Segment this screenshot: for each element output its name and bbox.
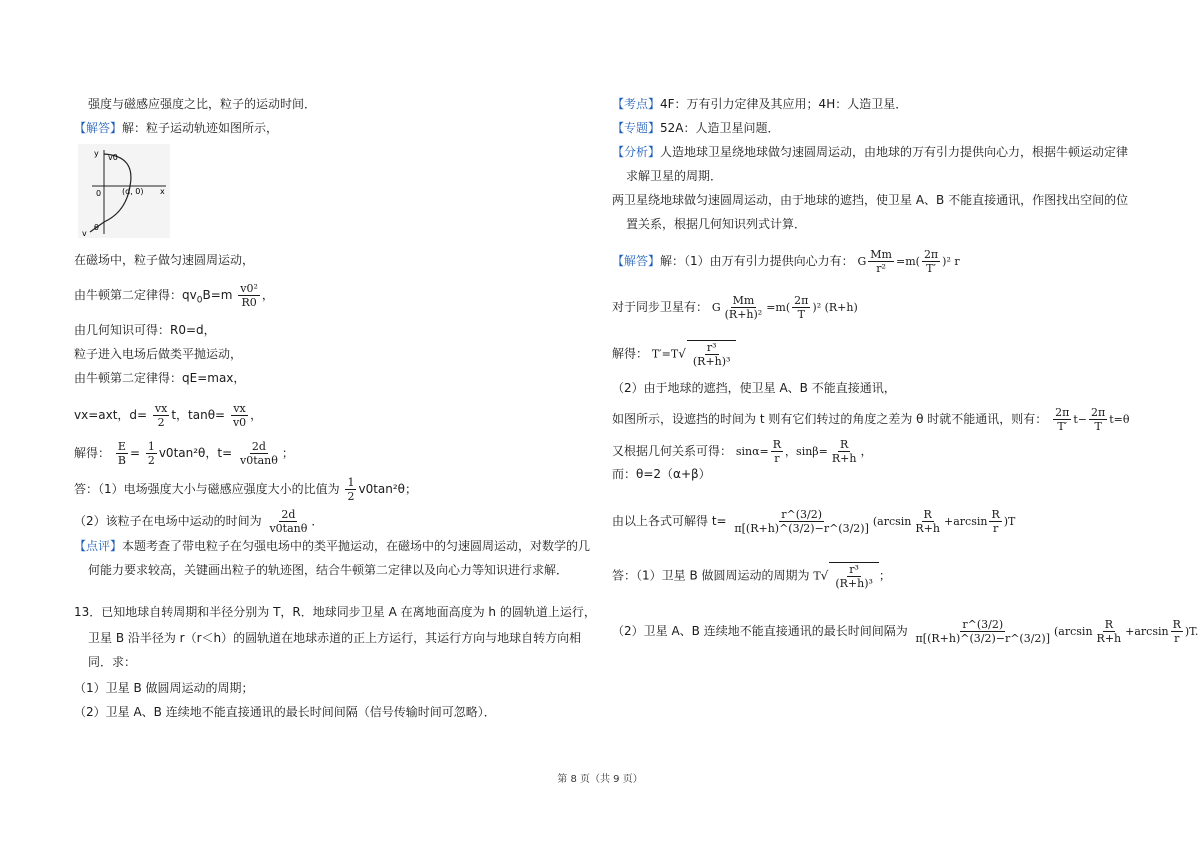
- eq-text: T′=T: [651, 347, 679, 361]
- eq-text: T: [813, 569, 821, 583]
- jieda-line: [612, 248, 960, 275]
- text-line: 强度与磁感应强度之比，粒子的运动时间．: [88, 97, 317, 111]
- fraction: [1095, 618, 1124, 645]
- fraction: [1089, 406, 1107, 433]
- eq-text: ，: [250, 408, 263, 422]
- eq-text: 对于同步卫星有：: [612, 300, 709, 314]
- review-tag: 【点评】: [74, 539, 123, 553]
- frac-den: T: [797, 308, 805, 321]
- eq-text: G: [711, 301, 721, 314]
- frac-den: r: [774, 452, 780, 465]
- eq-text: =m(: [895, 255, 920, 268]
- eq-text: 如图所示，设遮挡的时间为 t 则有它们转过的角度之差为 θ 时就不能通讯，则有：: [612, 412, 1048, 426]
- eq-text: (arcsin: [872, 515, 912, 528]
- frac-num: R: [840, 438, 849, 451]
- equation-line: 解得： T′=T√ $\frac{\text{r³}}{\text{(R+h)³}}$: [612, 340, 736, 368]
- frac-num: r^(3/2): [781, 508, 823, 521]
- frac-num: v0²: [240, 282, 258, 295]
- fraction: [868, 248, 894, 275]
- fraction: [231, 402, 248, 429]
- fenxi-line: [612, 144, 1128, 160]
- review-line: [74, 538, 590, 554]
- eq-text: )T.: [1184, 625, 1199, 638]
- frac-num: 1: [347, 476, 355, 489]
- eq-text: t=θ: [1109, 413, 1130, 426]
- eq-text: ，: [860, 444, 873, 458]
- eq-text: 由牛顿第二定律得：qv: [74, 288, 197, 302]
- eq-text: +arcsin: [1125, 625, 1169, 638]
- answer-line: [74, 120, 278, 136]
- fraction: [691, 341, 733, 368]
- frac-den: r: [1174, 632, 1180, 645]
- eq-text: t，tanθ=: [171, 408, 226, 422]
- equation-line: [612, 406, 1130, 433]
- frac-num: E: [117, 440, 126, 453]
- frac-den: π[(R+h)^(3/2)−r^(3/2)]: [734, 522, 869, 535]
- text-line: 由牛顿第二定律得：qE=max，: [74, 371, 246, 385]
- fraction: [267, 508, 309, 535]
- frac-num: R: [1104, 618, 1113, 631]
- fenxi-line: 置关系，根据几何知识列式计算．: [626, 217, 807, 231]
- frac-den: v0tanθ: [239, 454, 278, 467]
- frac-num: vx: [154, 402, 168, 415]
- answer-line: [74, 508, 323, 535]
- fraction: [792, 294, 810, 321]
- eq-text: 又根据几何关系可得：: [612, 444, 733, 458]
- text-line: 粒子进入电场后做类平抛运动，: [74, 347, 243, 361]
- frac-num: Mm: [732, 294, 755, 307]
- equation-line: [74, 402, 262, 429]
- eq-text: ；: [878, 568, 891, 583]
- frac-num: 2π: [794, 294, 809, 307]
- eq-text: 解得：: [612, 346, 649, 361]
- text-line: 在磁场中，粒子做匀速圆周运动，: [74, 253, 255, 267]
- frac-den: (R+h)²: [724, 308, 763, 321]
- fraction: [922, 248, 940, 275]
- eq-text: B=m: [202, 288, 233, 302]
- fraction: [1171, 618, 1183, 645]
- fraction: [989, 508, 1001, 535]
- eq-text: 答：（1）电场强度大小与磁感应强度大小的比值为: [74, 482, 340, 496]
- page-footer: 第 8 页（共 9 页）: [557, 774, 643, 785]
- question-line: 卫星 B 沿半径为 r（r＜h）的圆轨道在地球赤道的正上方运行，其运行方向与地球自转方向相: [88, 631, 582, 645]
- frac-num: Mm: [870, 248, 892, 261]
- fenxi-line: 两卫星绕地球做匀速圆周运动，由于地球的遮挡，使卫星 A、B 不能直接通讯，作图找出空间的位: [612, 193, 1129, 207]
- frac-den: R+h: [915, 522, 940, 535]
- eq-text: ，: [261, 288, 274, 302]
- frac-den: B: [117, 454, 126, 467]
- eq-text: +arcsin: [944, 515, 988, 528]
- fraction: [153, 402, 169, 429]
- frac-den: 2: [157, 416, 165, 429]
- eq-text: vx=axt，d=: [74, 408, 148, 422]
- frac-num: R: [991, 508, 1000, 521]
- eq-text: （2）卫星 A、B 连续地不能直接通讯的最长时间间隔为: [612, 624, 908, 638]
- frac-num: R: [772, 438, 782, 451]
- fig-label-x: x: [160, 187, 165, 196]
- eq-text: 答：（1）卫星 B 做圆周运动的周期为: [612, 568, 810, 583]
- frac-den: (R+h)³: [692, 355, 731, 368]
- equation-line: [612, 294, 858, 321]
- frac-den: 2: [347, 490, 355, 503]
- equation-line: 由牛顿第二定律得：$qv_0B=m$ $\frac{\text{v0²}}{R0}$ ，: [74, 282, 274, 309]
- frac-num: r^(3/2): [962, 618, 1004, 631]
- answer-line: [74, 476, 417, 503]
- fraction: [830, 438, 859, 465]
- answer-text: 解：粒子运动轨迹如图所示，: [122, 121, 279, 135]
- fraction: [238, 440, 280, 467]
- equation-line: [74, 440, 294, 467]
- review-text: 本题考查了带电粒子在匀强电场中的类平抛运动，在磁场中的匀速圆周运动，对数学的几: [122, 539, 591, 553]
- frac-den: v0: [232, 416, 247, 429]
- zhuanti-line: [612, 120, 780, 136]
- eq-text: =m(: [766, 301, 791, 314]
- eq-text: ．: [311, 514, 324, 528]
- frac-num: 2d: [281, 508, 296, 521]
- fraction: [771, 438, 783, 465]
- frac-num: R: [1172, 618, 1181, 631]
- frac-den: v0tanθ: [269, 522, 308, 535]
- equation-line: [612, 438, 872, 465]
- answer-tag: 【解答】: [74, 121, 123, 135]
- fraction: [723, 294, 765, 321]
- fraction: [345, 476, 356, 503]
- frac-den: π[(R+h)^(3/2)−r^(3/2)]: [915, 632, 1051, 645]
- frac-num: r³: [706, 341, 717, 354]
- fig-label-v0: v0: [108, 153, 118, 162]
- fenxi-tag: 【分析】: [612, 145, 661, 159]
- frac-num: 1: [147, 440, 155, 453]
- frac-num: 2π: [1055, 406, 1070, 419]
- text-line: 由几何知识可得：R0=d，: [74, 323, 216, 337]
- zhuanti-text: 52A：人造卫星问题．: [660, 121, 780, 135]
- fraction: [116, 440, 128, 467]
- frac-den: 2: [147, 454, 155, 467]
- eq-text: ，sinβ=: [785, 445, 828, 458]
- eq-text: t−: [1073, 413, 1088, 426]
- eq-text: (arcsin: [1054, 625, 1093, 638]
- eq-text: )² r: [942, 255, 960, 268]
- answer-line: 答：（1）卫星 B 做圆周运动的周期为 T√ $\frac{\text{r³}}{\text{(R+h)³}}$ ；: [612, 563, 891, 590]
- frac-den: r²: [876, 262, 886, 275]
- frac-den: T′: [926, 262, 936, 275]
- review-line: 何能力要求较高，关键画出粒子的轨迹图，结合牛顿第二定律以及向心力等知识进行求解．: [88, 563, 569, 577]
- zhuanti-tag: 【专题】: [612, 121, 661, 135]
- eq-text: =: [129, 446, 140, 460]
- frac-num: vx: [233, 402, 246, 415]
- text-line: 而：θ=2（α+β）: [612, 467, 711, 481]
- question-line: （2）卫星 A、B 连续地不能直接通讯的最长时间间隔（信号传输时间可忽略）．: [74, 705, 496, 719]
- text-line: （2）由于地球的遮挡，使卫星 A、B 不能直接通讯，: [612, 381, 896, 395]
- kaodian-line: [612, 96, 907, 112]
- kaodian-tag: 【考点】: [612, 97, 661, 111]
- particle-trajectory-figure: [78, 144, 170, 238]
- fig-label-v: v: [82, 229, 87, 238]
- eq-text: 由以上各式可解得 t=: [612, 514, 727, 528]
- eq-text: 解得：: [74, 446, 111, 460]
- frac-den: R0: [241, 296, 257, 309]
- frac-num: R: [923, 508, 932, 521]
- fig-label-y: y: [94, 149, 99, 158]
- eq-text: v0tan²θ，t=: [158, 446, 233, 460]
- frac-num: 2d: [251, 440, 266, 453]
- eq-text: （2）该粒子在电场中运动的时间为: [74, 514, 262, 528]
- fraction: [833, 563, 875, 590]
- answer-line: [612, 618, 1198, 645]
- equation-line: [612, 508, 1015, 535]
- fraction: [913, 508, 942, 535]
- frac-den: T: [1094, 420, 1102, 433]
- frac-den: R+h: [831, 452, 857, 465]
- eq-text: )² (R+h): [812, 301, 858, 314]
- fig-label-d0: (d, 0): [122, 187, 144, 196]
- question-line: 13．已知地球自转周期和半径分别为 T，R．地球同步卫星 A 在离地面高度为 h 的圆轨道上运行，: [74, 605, 596, 619]
- kaodian-text: 4F：万有引力定律及其应用；4H：人造卫星．: [660, 97, 908, 111]
- jieda-text: 解：（1）由万有引力提供向心力有：: [660, 254, 854, 268]
- fenxi-text: 人造地球卫星绕地球做匀速圆周运动，由地球的万有引力提供向心力，根据牛顿运动定律: [660, 145, 1129, 159]
- frac-den: r: [992, 522, 999, 535]
- eq-text: G: [857, 255, 867, 268]
- fraction: [1053, 406, 1071, 433]
- eq-text: v0tan²θ；: [358, 482, 418, 496]
- frac-den: (R+h)³: [835, 577, 873, 590]
- question-line: 同．求：: [88, 655, 137, 669]
- eq-text: ；: [281, 446, 294, 460]
- fenxi-line: 求解卫星的周期．: [626, 169, 723, 183]
- frac-den: R+h: [1096, 632, 1122, 645]
- fraction: [914, 618, 1052, 645]
- frac-num: 2π: [1091, 406, 1106, 419]
- fig-label-o: 0: [96, 189, 102, 198]
- question-line: （1）卫星 B 做圆周运动的周期；: [74, 681, 254, 695]
- frac-den: T′: [1057, 420, 1068, 433]
- fraction: [146, 440, 157, 467]
- eq-text: sinα=: [735, 445, 769, 458]
- frac-num: r³: [849, 563, 859, 576]
- eq-text: )T: [1003, 515, 1016, 528]
- jieda-tag: 【解答】: [612, 254, 661, 268]
- frac-num: 2π: [923, 248, 939, 261]
- fraction: [238, 282, 260, 309]
- fraction: [732, 508, 870, 535]
- fig-label-theta: θ: [94, 223, 99, 232]
